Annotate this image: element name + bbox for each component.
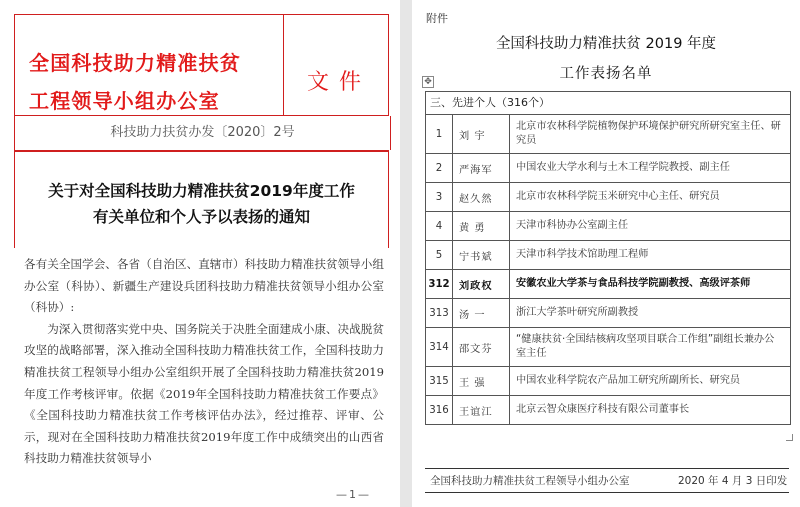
- footer-rule-bottom: [425, 492, 789, 493]
- table-row: [426, 212, 790, 241]
- row-number: 312: [426, 270, 453, 298]
- attachment-label: 附件: [426, 12, 448, 25]
- person-affiliation: 天津市科协办公室副主任: [516, 220, 629, 231]
- page-number: —1—: [336, 488, 371, 501]
- document-header-box: [14, 14, 389, 116]
- person-affiliation: 北京市农林科学院玉米研究中心主任、研究员: [516, 191, 720, 202]
- table-row: [426, 270, 790, 299]
- table-row: [426, 328, 790, 367]
- header-divider: [283, 15, 284, 115]
- issuer-name-line1: 全国科技助力精准扶贫: [29, 51, 241, 75]
- row-number: 4: [426, 212, 453, 240]
- notice-title-line2: 有关单位和个人予以表扬的通知: [92, 208, 310, 226]
- footer-issuer: 全国科技助力精准扶贫工程领导小组办公室: [430, 475, 630, 487]
- person-name: 刘 宇: [453, 115, 510, 153]
- row-number: 316: [426, 396, 453, 424]
- row-number: 1: [426, 115, 453, 153]
- table-section-header: 三、先进个人（316个）: [426, 92, 790, 115]
- table-resize-handle-icon[interactable]: [786, 434, 793, 441]
- notice-title: [14, 178, 389, 230]
- person-affiliation: 浙江大学茶叶研究所副教授: [516, 307, 639, 318]
- row-number: 315: [426, 367, 453, 395]
- person-name: 王谊江: [453, 396, 510, 424]
- notice-title-line1: 关于对全国科技助力精准扶贫2019年度工作: [48, 182, 355, 200]
- body-paragraph-main: 为深入贯彻落实党中央、国务院关于决胜全面建成小康、决战脱贫攻坚的战略部署，深入推动全国科技助力精准扶贫工作，全国科技助力精准扶贫工程领导小组办公室组织开展了全国科技助力精准扶贫2019年度工作考核评审。依据《2019年全国科技助力精准扶贫工作要点》《全国科技助力精准扶贫工作考核评估办法》，经过推荐、评审、公示，现对在全国科技助力精准扶贫2019年度工作中成绩突出的山西省科技助力精准扶贫领导小: [24, 321, 384, 466]
- list-title-line2: 工作表扬名单: [559, 66, 653, 82]
- document-number: 科技助力扶贫办发〔2020〕2号: [14, 116, 391, 150]
- row-number: 313: [426, 299, 453, 327]
- footer-rule-top: [425, 468, 789, 469]
- row-number: 5: [426, 241, 453, 269]
- table-row: [426, 241, 790, 270]
- red-rule: [14, 150, 389, 152]
- person-affiliation: 中国农业大学水利与土木工程学院教授、副主任: [516, 162, 730, 173]
- list-title-line1: 全国科技助力精准扶贫 2019 年度: [495, 36, 717, 52]
- person-name: 邵文芬: [453, 328, 510, 366]
- person-name: 汤 一: [453, 299, 510, 327]
- table-row: [426, 367, 790, 396]
- person-affiliation: 中国农业科学院农产品加工研究所副所长、研究员: [516, 375, 741, 386]
- person-affiliation: 北京云智众康医疗科技有限公司董事长: [516, 404, 690, 415]
- row-number: 314: [426, 328, 453, 366]
- person-affiliation: “健康扶贫·全国结核病攻坚项目联合工作组”副组长兼办公室主任: [516, 334, 775, 359]
- page-gap: [400, 0, 412, 507]
- table-row: [426, 183, 790, 212]
- row-number: 3: [426, 183, 453, 211]
- person-name: 王 强: [453, 367, 510, 395]
- body-paragraph-addressees: 各有关全国学会、各省（自治区、直辖市）科技助力精准扶贫领导小组办公室（科协）、新疆生产建设兵团科技助力精准扶贫领导小组办公室（科协）:: [24, 257, 384, 315]
- table-row: [426, 396, 790, 424]
- person-name: 黄 勇: [453, 212, 510, 240]
- person-name: 严海军: [453, 154, 510, 182]
- person-name: 赵久然: [453, 183, 510, 211]
- row-number: 2: [426, 154, 453, 182]
- table-row: [426, 115, 790, 154]
- table-row: [426, 154, 790, 183]
- person-affiliation: 北京市农林科学院植物保护环境保护研究所研究室主任、研究员: [516, 121, 781, 146]
- right-attachment-page: [412, 0, 800, 507]
- footer-date: 2020 年 4 月 3 日印发: [678, 475, 788, 487]
- honor-list-table: [425, 91, 791, 425]
- table-row: [426, 299, 790, 328]
- document-label: 文件: [307, 70, 372, 95]
- table-move-handle-icon[interactable]: ✥: [422, 76, 434, 88]
- notice-body: [24, 254, 384, 470]
- person-affiliation: 安徽农业大学茶与食品科技学院副教授、高级评茶师: [516, 278, 751, 289]
- issuer-name-line2: 工程领导小组办公室: [29, 89, 220, 113]
- person-name: 刘政权: [453, 270, 510, 298]
- person-name: 宁书斌: [453, 241, 510, 269]
- person-affiliation: 天津市科学技术馆助理工程师: [516, 249, 649, 260]
